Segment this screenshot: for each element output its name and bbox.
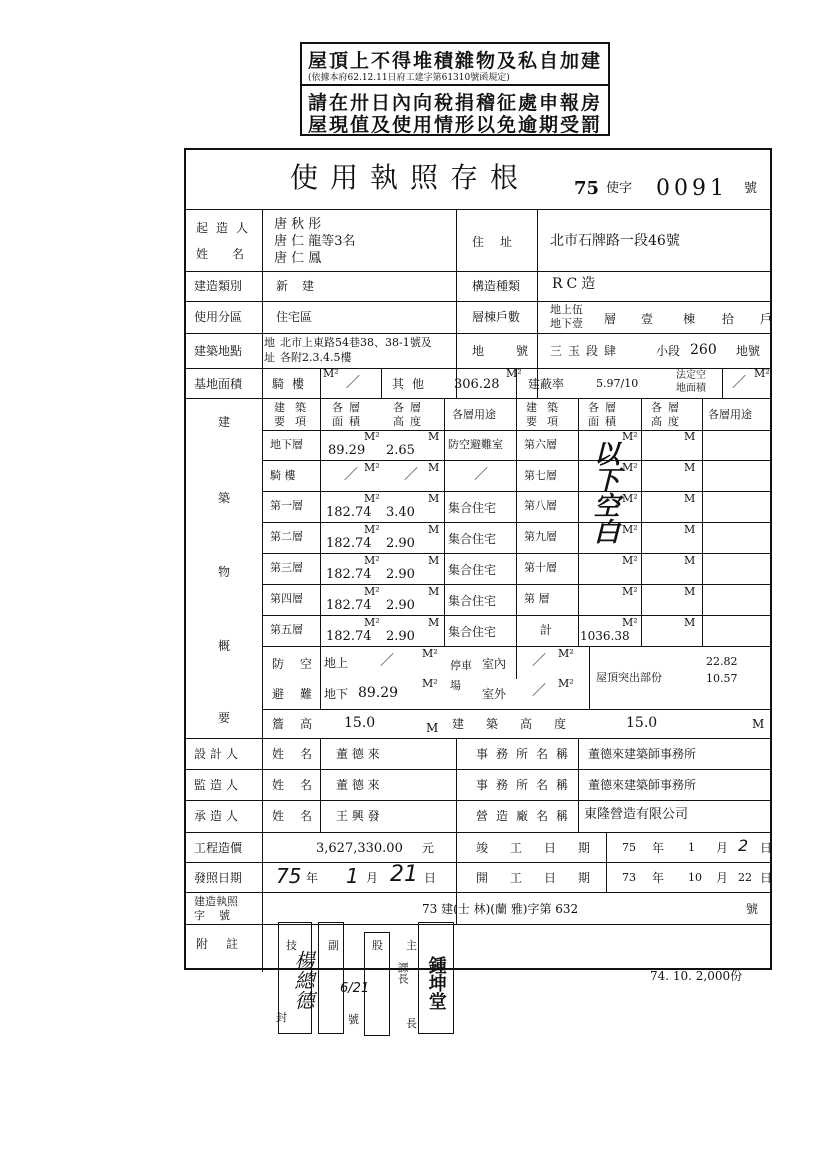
col-area-r-1: 各層 [588,401,622,414]
contractor-name: 王 興 發 [336,809,380,823]
household-char: 戶 [760,312,773,326]
site-addr-prefix-2: 址 [264,351,275,364]
site-address-2: 各附2.3.4.5樓 [280,351,352,364]
issue-month: 1 [346,864,359,888]
col-area-2: 面積 [332,415,366,428]
unit-height: M [428,554,440,567]
structure-label: 構造種類 [472,279,521,293]
designer-label: 設計人 [194,747,243,761]
notice-stamp [300,42,610,136]
legal-space-label-1: 法定空 [676,370,706,381]
floor-label-r: 第十層 [524,561,557,574]
overview-side-2: 築 [218,491,231,505]
col-area-r-2: 面積 [588,415,622,428]
col-use: 各層用途 [452,408,496,421]
building-count: 壹 [641,312,654,326]
parking-outdoor-label: 室外 [482,687,507,701]
floor-use: 集合住宅 [448,501,497,515]
other-label: 其他 [392,377,433,391]
owner-name-1: 唐 秋 彤 [274,217,322,232]
designer-name: 董 德 來 [336,747,380,761]
building-char: 棟 [683,312,696,326]
completion-label: 竣工日期 [476,841,613,855]
civil-defense-label-1: 防空 [272,657,329,671]
unit-height-r: M [684,461,696,474]
seal-k: 長 [406,1017,417,1030]
owner-address: 北市石牌路一段46號 [550,233,680,249]
site-label: 建築地點 [194,344,243,358]
roof-projection-value-1: 22.82 [706,655,738,668]
start-year: 73 [622,871,636,884]
approval-seals [268,922,464,1040]
owner-name-2: 唐 仁 龍等3名 [274,234,356,249]
cost-label: 工程造價 [194,841,243,855]
parking-outdoor-unit: M² [558,677,574,690]
unit-height: M [428,616,440,629]
floor-label: 騎 樓 [270,469,296,482]
handwritten-blank-note: 以下空白 [589,440,620,544]
seal-b-handwritten: 楊總德 [291,950,315,1010]
unit-area: M² [364,585,380,598]
col-floor-1: 建築 [274,401,316,414]
floor-area: ／ [344,467,358,483]
civil-above-value: ／ [380,653,394,669]
issue-year: 75 [276,864,302,888]
issue-date-label: 發照日期 [194,871,243,885]
col-floor-2: 要項 [274,415,316,428]
unit-area-r: M² [622,585,638,598]
civil-above-unit: M² [422,647,438,660]
unit-height-r: M [684,430,696,443]
completion-year-char: 年 [652,841,665,855]
supervisor-label: 監造人 [194,778,243,792]
floor-label: 第二層 [270,530,303,543]
unit-area-r: M² [622,492,638,505]
contractor-company: 東隆營造有限公司 [584,807,689,822]
col-area-1: 各層 [332,401,366,414]
unit-height: M [428,430,440,443]
permit-char: 使字 [606,181,633,196]
build-type-label: 建造類別 [194,279,243,293]
floor-height: 2.90 [386,629,415,644]
start-month-char: 月 [716,871,729,885]
floor-label-r: 第八層 [524,499,557,512]
unit-height: M [428,461,440,474]
col-floor-r-1: 建築 [526,401,568,414]
arcade-label: 騎樓 [272,377,313,391]
permit-suffix: 號 [744,181,758,196]
floor-label-r: 第七層 [524,469,557,482]
supervisor-office-label: 事務所名稱 [476,778,577,792]
unit-area: M² [364,461,380,474]
eave-height-value: 15.0 [344,715,376,731]
coverage-label: 建蔽率 [528,377,565,391]
floor-label: 地下層 [270,438,303,451]
seal-i: 封 [276,1011,287,1024]
start-date-label: 開工日期 [476,871,613,885]
unit-area: M² [364,430,380,443]
unit-area-r: M² [622,461,638,474]
seal-e: 股 [372,939,383,952]
build-type-value: 新建 [276,279,329,293]
floor-use: 集合住宅 [448,625,497,639]
floor-label-r: 第九層 [524,530,557,543]
floor-area: 182.74 [326,567,372,582]
site-address-1: 北市上東路54巷38、38-1號及 [280,336,432,349]
floor-height: ／ [404,467,418,483]
floor-area: 182.74 [326,598,372,613]
contractor-label: 承造人 [194,809,243,823]
unit-area: M² [364,492,380,505]
unit-area: M² [364,616,380,629]
civil-defense-label-2: 避難 [272,687,329,701]
legal-space-unit: M² [754,367,770,380]
permit-ref-label-2: 字號 [194,909,244,922]
issue-month-char: 月 [366,871,379,885]
building-height-label: 建築高度 [452,717,589,731]
col-height-2: 高度 [393,415,427,428]
floor-use: 防空避難室 [448,438,503,451]
seal-h: 鍾坤堂 [425,956,447,1010]
floor-label: 第五層 [270,623,303,636]
overview-side-1: 建 [218,415,231,429]
notice-line-1: 屋頂上不得堆積雜物及私自加建 [308,50,603,72]
unit-height: M [428,585,440,598]
floors-label: 層棟戶數 [472,310,521,324]
civil-below-unit: M² [422,677,438,690]
eave-height-unit: M [426,721,439,735]
permit-ref-suffix: 號 [746,902,759,916]
lot-sub-label: 小段 [656,344,681,358]
unit-area-r: M² [622,523,638,536]
arcade-unit: M² [323,367,339,380]
owner-name-label: 姓名 [196,247,269,261]
owner-name-3: 唐 仁 鳳 [274,251,322,266]
zone-value: 住宅區 [276,310,313,324]
building-height-value: 15.0 [626,715,658,731]
parking-outdoor-value: ／ [532,683,546,699]
zone-label: 使用分區 [194,310,243,324]
completion-day: 2 [738,836,749,855]
building-height-unit: M [752,717,765,731]
seal-f: 主 [406,939,417,952]
floor-area: 182.74 [326,629,372,644]
col-height-r-1: 各層 [651,401,685,414]
floor-height: 3.40 [386,505,415,520]
structure-value: RC造 [552,276,600,292]
overview-side-5: 要 [218,711,231,725]
unit-height-r: M [684,554,696,567]
floor-height: 2.90 [386,536,415,551]
issue-year-char: 年 [306,871,319,885]
legal-space-value: ／ [732,375,746,391]
unit-area: M² [364,554,380,567]
start-day-char: 日 [760,871,773,885]
lot-label-1: 地 [472,344,485,358]
owner-label: 起造人 [196,221,257,235]
unit-height-r: M [684,492,696,505]
floor-use: 集合住宅 [448,532,497,546]
floor-height: 2.90 [386,598,415,613]
seal-d-handwritten: 6/21 [340,981,370,996]
completion-month-char: 月 [716,841,729,855]
floors-layer-char: 層 [604,312,617,326]
notice-line-4: 屋現值及使用情形以免逾期受罰 [308,114,603,136]
unit-height-r: M [684,616,696,629]
floor-height: 2.90 [386,567,415,582]
supervisor-name: 董 德 來 [336,778,380,792]
seal-a: 技 [286,939,297,952]
designer-name-label: 姓名 [272,747,329,761]
unit-height-r: M [684,523,696,536]
col-use-r: 各層用途 [708,408,752,421]
overview-side-3: 物 [218,565,231,579]
site-addr-prefix-1: 地 [264,336,275,349]
lot-sub-number: 260 [690,342,717,358]
col-floor-r-2: 要項 [526,415,568,428]
floor-height: 2.65 [386,443,415,458]
owner-address-label: 住址 [472,235,529,249]
parking-label-1: 停車 [450,659,472,672]
lot-label-2: 號 [516,344,529,358]
floors-above: 地上伍 [550,303,583,316]
parking-indoor-unit: M² [558,647,574,660]
permit-year: 75 [574,178,600,199]
seal-g: 課長 [396,962,410,984]
floor-area: 182.74 [326,505,372,520]
other-unit: M² [506,367,522,380]
start-month: 10 [688,871,702,884]
completion-day-char: 日 [760,841,773,855]
overview-side-4: 概 [218,639,231,653]
household-count: 拾 [722,312,735,326]
permit-ref-value: 73 建(士 林)(蘭 雅)字第 632 [422,902,579,916]
supervisor-name-label: 姓名 [272,778,329,792]
notes-label: 附註 [196,937,257,951]
coverage-value: 5.97/10 [596,377,639,390]
legal-space-label-2: 地面積 [676,383,706,394]
seal-j: 號 [348,1013,359,1026]
unit-area-r: M² [622,430,638,443]
floor-label: 第一層 [270,499,303,512]
unit-area-r: M² [622,616,638,629]
permit-form [184,148,772,970]
unit-height-r: M [684,585,696,598]
seal-c: 副 [328,939,339,952]
floor-label-r: 計 [540,623,553,637]
floor-label: 第四層 [270,592,303,605]
unit-height: M [428,523,440,536]
floor-use: 集合住宅 [448,594,497,608]
base-area-label: 基地面積 [194,377,243,391]
contractor-company-label: 營造廠名稱 [476,809,577,823]
civil-above-label: 地上 [324,656,349,670]
col-height-1: 各層 [393,401,427,414]
designer-office-label: 事務所名稱 [476,747,577,761]
floors-below: 地下壹 [550,317,583,330]
issue-day: 21 [390,862,418,887]
notice-line-2: (依據本府62.12.11日府工建字第61310號函規定) [308,73,510,83]
permit-number: 0091 [656,176,728,201]
floor-label-r: 第 層 [524,592,550,605]
form-title: 使用執照存根 [290,161,531,194]
other-value: 306.28 [454,377,500,392]
roof-projection-label: 屋頂突出部份 [596,671,662,684]
unit-area: M² [364,523,380,536]
floor-label-r: 第六層 [524,438,557,451]
issue-day-char: 日 [424,871,437,885]
supervisor-office: 董德來建築師事務所 [588,778,697,792]
lot-section: 三玉段肆 [550,344,623,358]
start-day: 22 [738,871,752,884]
floor-area: 182.74 [326,536,372,551]
roof-projection-value-2: 10.57 [706,672,738,685]
lot-suffix: 地號 [736,344,761,358]
completion-year: 75 [622,841,636,854]
print-note: 74. 10. 2,000份 [650,969,743,983]
eave-height-label: 簷高 [272,717,329,731]
permit-ref-label-1: 建造執照 [194,895,238,908]
cost-value: 3,627,330.00 [316,841,403,856]
completion-month: 1 [688,841,695,854]
arcade-value: ／ [346,375,360,391]
parking-indoor-value: ／ [532,653,546,669]
civil-below-value: 89.29 [358,685,399,701]
floor-label: 第三層 [270,561,303,574]
parking-indoor-label: 室內 [482,657,507,671]
notice-line-3: 請在卅日內向稅捐稽征處申報房 [308,92,603,114]
start-year-char: 年 [652,871,665,885]
contractor-name-label: 姓名 [272,809,329,823]
total-area: 1036.38 [580,629,630,643]
floor-use: 集合住宅 [448,563,497,577]
col-height-r-2: 高度 [651,415,685,428]
parking-label-2: 場 [450,679,461,692]
unit-area-r: M² [622,554,638,567]
floor-use: ／ [474,467,488,483]
floor-area: 89.29 [328,443,366,458]
civil-below-label: 地下 [324,687,349,701]
unit-height: M [428,492,440,505]
cost-unit: 元 [422,841,435,855]
designer-office: 董德來建築師事務所 [588,747,697,761]
